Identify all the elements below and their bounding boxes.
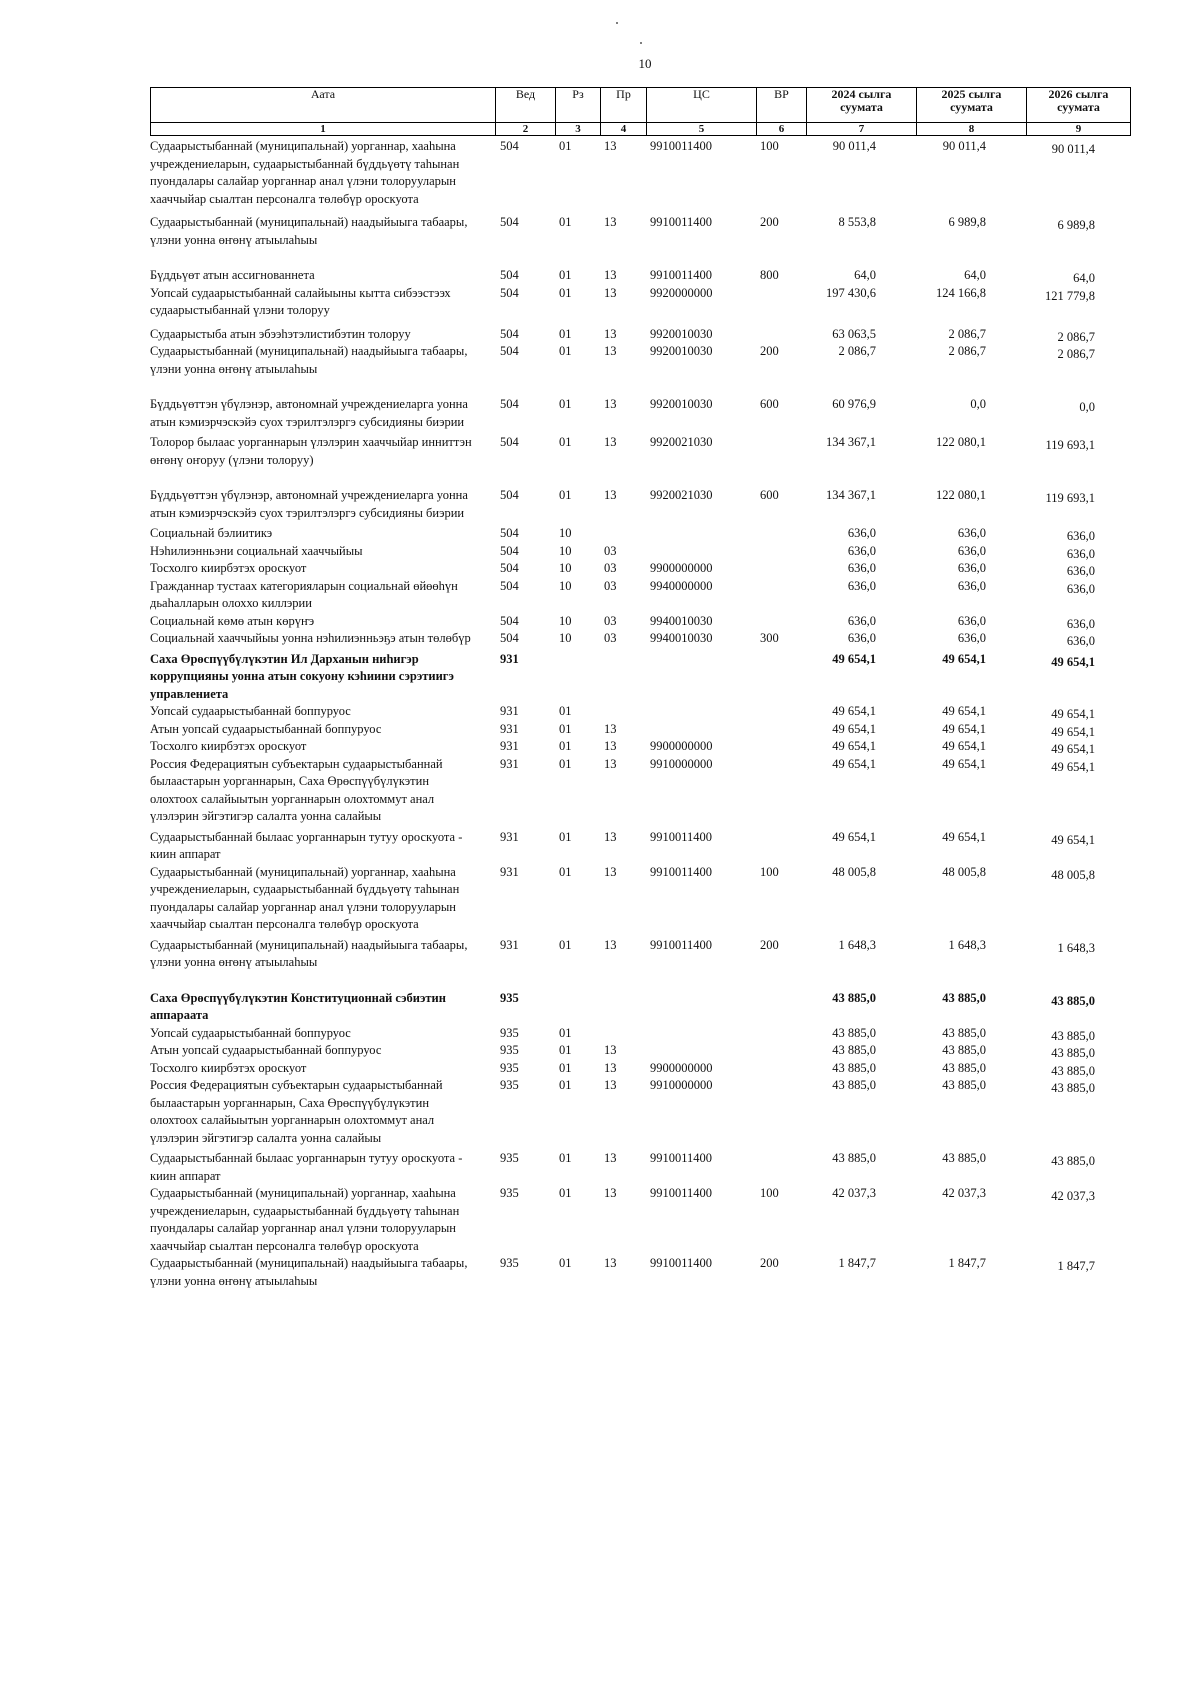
column-header-vr: ВР [757,88,807,123]
row-amount-2026: 0,0 [1079,400,1095,414]
table-row [150,1077,1130,1147]
row-amount-2026: 636,0 [1066,564,1095,578]
scan-speck [616,22,618,24]
row-rz: 01 [559,829,572,844]
row-cs: 9940000000 [650,578,713,593]
row-vr: 300 [760,631,779,645]
row-pr: 03 [604,613,617,628]
row-amount-2026: 119 693,1 [1045,491,1095,505]
row-vr: 600 [760,397,779,411]
column-number: 8 [917,123,1027,136]
row-amount-2026: 43 885,0 [1051,1081,1095,1095]
row-rz: 01 [559,397,572,411]
row-amount-2024: 49 654,1 [832,829,876,844]
column-number: 7 [807,123,917,136]
row-amount-2024: 49 654,1 [832,704,876,718]
row-cs: 9910000000 [650,1078,713,1092]
table-row [150,525,1130,543]
row-amount-2026: 49 654,1 [1051,832,1095,847]
table-row [150,703,1130,721]
column-number: 9 [1027,123,1131,136]
column-number: 2 [496,123,556,136]
row-cs: 9910011400 [650,1256,713,1270]
row-name: Социальнай көмө атын көрүҥэ [150,613,315,628]
row-pr: 13 [604,397,617,411]
column-header-ved: Вед [496,88,556,123]
row-cs: 9900000000 [650,739,713,753]
row-amount-2025: 43 885,0 [942,1078,986,1092]
table-row [150,1150,1130,1185]
row-amount-2025: 64,0 [964,268,986,282]
row-name: Уопсай судаарыстыбаннай боппуруос [150,1025,351,1040]
row-pr: 13 [604,488,617,502]
row-amount-2024: 636,0 [847,578,876,593]
column-header-pr: Пр [601,88,647,123]
row-amount-2026: 121 779,8 [1045,288,1095,303]
row-ved: 504 [500,631,519,645]
row-amount-2024: 2 086,7 [838,344,876,358]
row-ved: 931 [500,739,519,753]
row-pr: 13 [604,139,617,153]
row-amount-2025: 122 080,1 [936,435,986,449]
row-amount-2024: 134 367,1 [826,435,876,449]
row-amount-2026: 43 885,0 [1051,1046,1095,1060]
row-rz: 01 [559,139,572,153]
row-ved: 504 [500,543,519,558]
row-ved: 504 [500,488,519,502]
row-amount-2025: 48 005,8 [942,864,986,879]
row-ved: 931 [500,937,519,952]
column-header-rz: Рз [556,88,601,123]
row-amount-2026: 636,0 [1066,546,1095,561]
row-vr: 200 [760,344,779,358]
row-amount-2026: 636,0 [1066,529,1095,543]
row-pr: 03 [604,578,617,593]
row-pr: 13 [604,435,617,449]
row-ved: 504 [500,578,519,593]
row-amount-2026: 49 654,1 [1051,654,1095,669]
table-row [150,560,1130,578]
row-amount-2026: 43 885,0 [1051,1063,1095,1078]
row-amount-2024: 90 011,4 [832,139,876,153]
row-vr: 200 [760,937,779,952]
row-ved: 504 [500,435,519,449]
row-amount-2026: 43 885,0 [1051,1028,1095,1043]
table-row [150,285,1130,320]
row-amount-2024: 49 654,1 [832,651,876,666]
row-amount-2024: 49 654,1 [832,739,876,753]
table-row [150,267,1130,285]
row-amount-2024: 43 885,0 [832,1043,876,1057]
row-amount-2024: 134 367,1 [826,488,876,502]
row-cs: 9940010030 [650,631,713,645]
row-amount-2025: 1 847,7 [948,1256,986,1270]
row-amount-2025: 636,0 [957,561,986,575]
table-row [150,721,1130,739]
row-rz: 01 [559,1186,572,1200]
row-name: Судаарыстыбаннай былаас уорганнарын тутуу ороскуота - киин аппарат [150,1151,463,1183]
row-amount-2025: 49 654,1 [942,756,986,771]
row-ved: 504 [500,613,519,628]
row-pr: 13 [604,215,617,229]
row-rz: 01 [559,1025,572,1040]
table-row [150,937,1130,972]
row-amount-2024: 49 654,1 [832,721,876,736]
row-name: Бүддьүөттэн үбүлэнэр, автономнай учреждениеларга уонна атын кэмиэрчэскэйэ суох тэрилтэлэргэ субсидияны биэрии [150,397,468,429]
row-amount-2026: 64,0 [1073,271,1095,285]
row-name: Нэһилиэнньэни социальнай хааччыйыы [150,543,363,558]
row-rz: 10 [559,613,572,628]
row-ved: 931 [500,864,519,879]
row-ved: 504 [500,561,519,575]
row-rz: 01 [559,215,572,229]
row-amount-2025: 49 654,1 [942,739,986,753]
row-rz: 01 [559,326,572,341]
row-amount-2025: 6 989,8 [948,215,986,229]
row-rz: 01 [559,1256,572,1270]
row-name: Бүддьүөт атын ассигнованнета [150,268,315,282]
row-amount-2024: 8 553,8 [838,215,876,229]
column-number: 5 [647,123,757,136]
row-ved: 935 [500,1060,519,1075]
row-amount-2026: 42 037,3 [1051,1189,1095,1203]
row-amount-2025: 49 654,1 [942,651,986,666]
row-cs: 9910011400 [650,864,713,879]
row-rz: 01 [559,344,572,358]
row-cs: 9910011400 [650,1186,713,1200]
row-name: Россия Федерациятын субъектарын судаарыстыбаннай былаастарын уорганнарын, Саха Өрөспүүбүлүкэтин олохтоох салайыытын уорганнарын олохтоммут анал үлэлэрин эйгэтигэр салалта уонна салайыы [150,756,443,823]
row-amount-2025: 49 654,1 [942,829,986,844]
row-amount-2024: 48 005,8 [832,864,876,879]
row-amount-2024: 43 885,0 [832,1060,876,1075]
column-number: 4 [601,123,647,136]
row-rz: 01 [559,704,572,718]
table-row [150,138,1130,208]
row-name: Судаарыстыбаннай былаас уорганнарын тутуу ороскуота - киин аппарат [150,829,463,861]
row-name: Судаарыстыбаннай (муниципальнай) наадыйыыга табаары, үлэни уонна өҥөнү атыылаһыы [150,215,468,247]
row-cs: 9940010030 [650,613,713,628]
table-row [150,738,1130,756]
row-name: Атын уопсай судаарыстыбаннай боппуруос [150,721,382,736]
row-name: Судаарыстыбаннай (муниципальнай) наадыйыыга табаары, үлэни уонна өҥөнү атыылаһыы [150,937,468,969]
row-rz: 01 [559,739,572,753]
row-ved: 935 [500,1186,519,1200]
row-vr: 600 [760,488,779,502]
row-amount-2024: 43 885,0 [832,1151,876,1165]
table-row [150,864,1130,934]
row-name: Бүддьүөттэн үбүлэнэр, автономнай учреждениеларга уонна атын кэмиэрчэскэйэ суох тэрилтэлэргэ субсидияны биэрии [150,488,468,520]
row-cs: 9920021030 [650,488,713,502]
row-amount-2025: 0,0 [970,397,986,411]
table-row [150,630,1130,648]
row-amount-2026: 636,0 [1066,616,1095,631]
row-name: Саха Өрөспүүбүлүкэтин Конституционнай сэбиэтин аппараата [150,990,446,1022]
column-header-2024: 2024 сылга суумата [807,88,917,123]
row-amount-2024: 636,0 [847,561,876,575]
row-name: Россия Федерациятын субъектарын судаарыстыбаннай былаастарын уорганнарын, Саха Өрөспүүбүлүкэтин олохтоох салайыытын уорганнарын олохтоммут анал үлэлэрин эйгэтигэр салалта уонна салайыы [150,1078,443,1145]
row-amount-2024: 197 430,6 [826,285,876,300]
row-rz: 01 [559,488,572,502]
row-vr: 100 [760,1186,779,1200]
row-amount-2026: 43 885,0 [1051,993,1095,1008]
table-row [150,343,1130,378]
row-ved: 935 [500,1025,519,1040]
row-amount-2024: 1 847,7 [838,1256,876,1270]
row-ved: 504 [500,526,519,540]
row-ved: 931 [500,704,519,718]
row-cs: 9900000000 [650,561,713,575]
row-amount-2024: 64,0 [854,268,876,282]
row-amount-2026: 90 011,4 [1051,142,1095,156]
row-pr: 13 [604,937,617,952]
row-ved: 931 [500,756,519,771]
row-ved: 935 [500,1043,519,1057]
row-ved: 931 [500,651,519,666]
row-rz: 01 [559,864,572,879]
row-name: Социальнай хааччыйыы уонна нэһилиэнньэҕэ атын төлөбүр [150,631,471,645]
page-number: 10 [638,56,652,71]
row-amount-2024: 42 037,3 [832,1186,876,1200]
row-rz: 10 [559,561,572,575]
column-header-cs: ЦС [647,88,757,123]
row-pr: 13 [604,1060,617,1075]
table-row [150,1255,1130,1290]
row-amount-2026: 2 086,7 [1057,347,1095,361]
row-cs: 9910011400 [650,829,713,844]
table-row [150,578,1130,613]
row-name: Судаарыстыбаннай (муниципальнай) наадыйыыга табаары, үлэни уонна өҥөнү атыылаһыы [150,1256,468,1288]
row-name: Судаарыстыбаннай (муниципальнай) уорганнар, хааһына учреждениеларын, судаарыстыбаннай бүддьүөтү таһынан пуондалары салайар уорганнар анал үлэни толорууларын хааччыйар сыалтан персоналга төлөбүр ороскуота [150,864,460,931]
table-row [150,487,1130,522]
row-cs: 9910011400 [650,215,713,229]
row-amount-2024: 636,0 [847,543,876,558]
row-cs: 9920000000 [650,285,713,300]
row-amount-2026: 636,0 [1066,634,1095,648]
row-amount-2024: 636,0 [847,631,876,645]
row-cs: 9920010030 [650,397,713,411]
row-rz: 01 [559,268,572,282]
row-pr: 13 [604,864,617,879]
row-rz: 01 [559,1060,572,1075]
row-pr: 13 [604,1043,617,1057]
row-amount-2024: 60 976,9 [832,397,876,411]
row-amount-2024: 63 063,5 [832,326,876,341]
row-pr: 13 [604,1078,617,1092]
row-name: Судаарыстыба атын эбээһэтэлистибэтин толоруу [150,326,411,341]
column-number: 6 [757,123,807,136]
row-pr: 13 [604,721,617,736]
column-number: 1 [151,123,496,136]
row-amount-2024: 43 885,0 [832,1078,876,1092]
row-cs: 9900000000 [650,1060,713,1075]
row-cs: 9910011400 [650,1151,713,1165]
row-ved: 504 [500,139,519,153]
row-pr: 13 [604,739,617,753]
row-pr: 03 [604,561,617,575]
row-ved: 935 [500,990,519,1005]
row-pr: 13 [604,756,617,771]
row-name: Судаарыстыбаннай (муниципальнай) уорганнар, хааһына учреждениеларын, судаарыстыбаннай бүддьүөтү таһынан пуондалары салайар уорганнар анал үлэни толорууларын хааччыйар сыалтан персоналга төлөбүр ороскуота [150,1186,460,1253]
row-vr: 100 [760,864,779,879]
table-row [150,543,1130,561]
table-row [150,434,1130,469]
row-pr: 13 [604,1186,617,1200]
row-name: Гражданнар тустаах категорияларын социальнай өйөөһүн дьаһалларын олоххо киллэрии [150,578,458,610]
row-amount-2024: 1 648,3 [838,937,876,952]
table-row [150,613,1130,631]
row-cs: 9920021030 [650,435,713,449]
row-rz: 01 [559,721,572,736]
row-vr: 200 [760,1256,779,1270]
row-amount-2026: 1 847,7 [1057,1259,1095,1273]
row-amount-2026: 43 885,0 [1051,1154,1095,1168]
row-amount-2026: 49 654,1 [1051,724,1095,739]
row-name: Уопсай судаарыстыбаннай салайыыны кытта сибээстээх судаарыстыбаннай үлэни толоруу [150,285,451,317]
row-amount-2025: 1 648,3 [948,937,986,952]
row-name: Тосхолго киирбэтэх ороскуот [150,739,307,753]
row-pr: 13 [604,344,617,358]
row-amount-2025: 2 086,7 [948,344,986,358]
row-amount-2026: 49 654,1 [1051,759,1095,774]
table-row [150,396,1130,431]
row-amount-2026: 1 648,3 [1057,940,1095,955]
table-row [150,651,1130,704]
row-amount-2025: 43 885,0 [942,1025,986,1040]
row-name: Тосхолго киирбэтэх ороскуот [150,1060,307,1075]
row-pr: 03 [604,631,617,645]
row-amount-2025: 636,0 [957,578,986,593]
row-ved: 935 [500,1151,519,1165]
table-row [150,1060,1130,1078]
row-amount-2025: 636,0 [957,543,986,558]
row-ved: 504 [500,285,519,300]
row-rz: 01 [559,435,572,449]
column-header-2026: 2026 сылга суумата [1027,88,1131,123]
row-amount-2025: 49 654,1 [942,704,986,718]
row-ved: 504 [500,215,519,229]
row-rz: 01 [559,1078,572,1092]
row-rz: 10 [559,578,572,593]
row-amount-2025: 43 885,0 [942,990,986,1005]
row-pr: 03 [604,543,617,558]
table-row [150,829,1130,864]
row-name: Социальнай бэлиитикэ [150,526,273,540]
row-amount-2025: 636,0 [957,613,986,628]
row-amount-2025: 636,0 [957,631,986,645]
row-ved: 935 [500,1078,519,1092]
row-name: Саха Өрөспүүбүлүкэтин Ил Дарханын ниһигэр коррупцияны уонна атын сокуону кэһиини сэрэтиигэ управлениета [150,651,454,701]
row-rz: 01 [559,285,572,300]
table-row [150,990,1130,1025]
row-amount-2024: 636,0 [847,526,876,540]
row-ved: 931 [500,829,519,844]
row-amount-2026: 2 086,7 [1057,329,1095,344]
table-body [150,138,1130,1290]
row-name: Атын уопсай судаарыстыбаннай боппуруос [150,1043,382,1057]
row-vr: 800 [760,268,779,282]
row-cs: 9910000000 [650,756,713,771]
row-rz: 01 [559,1043,572,1057]
row-amount-2025: 636,0 [957,526,986,540]
row-pr: 13 [604,1151,617,1165]
row-amount-2025: 43 885,0 [942,1043,986,1057]
row-amount-2025: 43 885,0 [942,1060,986,1075]
row-amount-2024: 43 885,0 [832,1025,876,1040]
row-amount-2025: 124 166,8 [936,285,986,300]
row-ved: 931 [500,721,519,736]
row-amount-2025: 122 080,1 [936,488,986,502]
row-pr: 13 [604,829,617,844]
table-row [150,1185,1130,1255]
row-pr: 13 [604,1256,617,1270]
table-row [150,1025,1130,1043]
table-header [150,87,1131,136]
row-amount-2025: 43 885,0 [942,1151,986,1165]
row-name: Уопсай судаарыстыбаннай боппуруос [150,704,351,718]
row-amount-2026: 6 989,8 [1057,218,1095,232]
row-amount-2026: 49 654,1 [1051,742,1095,756]
table-row [150,214,1130,249]
row-pr: 13 [604,285,617,300]
row-amount-2025: 49 654,1 [942,721,986,736]
row-vr: 200 [760,215,779,229]
row-cs: 9920010030 [650,344,713,358]
column-header-name: Аата [151,88,496,123]
table-row [150,326,1130,344]
row-rz: 01 [559,937,572,952]
row-amount-2026: 636,0 [1066,581,1095,596]
row-amount-2024: 43 885,0 [832,990,876,1005]
column-number: 3 [556,123,601,136]
row-amount-2026: 119 693,1 [1045,438,1095,452]
row-ved: 504 [500,326,519,341]
row-amount-2026: 48 005,8 [1051,867,1095,882]
row-rz: 10 [559,526,572,540]
table-row [150,1042,1130,1060]
row-rz: 01 [559,1151,572,1165]
row-ved: 504 [500,397,519,411]
row-vr: 100 [760,139,779,153]
row-name: Судаарыстыбаннай (муниципальнай) наадыйыыга табаары, үлэни уонна өҥөнү атыылаһыы [150,344,468,376]
row-name: Тосхолго киирбэтэх ороскуот [150,561,307,575]
row-amount-2024: 636,0 [847,613,876,628]
row-name: Толорор былаас уорганнарын үлэлэрин хааччыйар инниттэн өҥөнү оҥоруу (үлэни толоруу) [150,435,472,467]
scan-speck [640,42,642,44]
row-cs: 9910011400 [650,937,713,952]
row-cs: 9910011400 [650,139,713,153]
row-rz: 10 [559,543,572,558]
row-ved: 935 [500,1256,519,1270]
row-rz: 10 [559,631,572,645]
row-amount-2024: 49 654,1 [832,756,876,771]
row-cs: 9910011400 [650,268,713,282]
row-rz: 01 [559,756,572,771]
row-amount-2026: 49 654,1 [1051,707,1095,721]
row-ved: 504 [500,268,519,282]
table-row [150,756,1130,826]
row-pr: 13 [604,268,617,282]
row-cs: 9920010030 [650,326,713,341]
row-amount-2025: 42 037,3 [942,1186,986,1200]
row-name: Судаарыстыбаннай (муниципальнай) уорганнар, хааһына учреждениеларын, судаарыстыбаннай бүддьүөтү таһынан пуондалары салайар уорганнар анал үлэни толорууларын хааччыйар сыалтан персоналга төлөбүр ороскуота [150,139,460,206]
row-ved: 504 [500,344,519,358]
row-amount-2025: 90 011,4 [942,139,986,153]
column-header-2025: 2025 сылга суумата [917,88,1027,123]
row-pr: 13 [604,326,617,341]
row-amount-2025: 2 086,7 [948,326,986,341]
